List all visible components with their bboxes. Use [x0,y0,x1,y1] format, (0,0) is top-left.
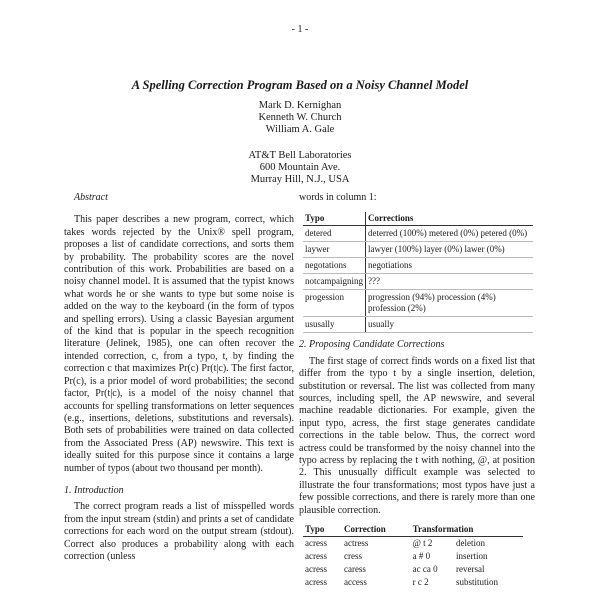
table-row [303,226,533,242]
transformation-cell: @ t 2 [412,538,433,549]
affiliation-line: Murray Hill, N.J., USA [250,174,350,185]
introduction-paragraph: The correct program reads a list of misspelled words from the input stream (stdin) and prints a set of candidate corrections for each word on the output stream (stdout). Correct also produces a probability along with each correction (unless [64,501,294,562]
transformation-cell: r c 2 [412,577,429,588]
corrections-cell: deterred (100%) metered (0%) petered (0%) [366,226,534,242]
correction-cell: caress [343,564,366,575]
table-header: Correction [342,523,411,537]
affiliation-line: AT&T Bell Laboratories [248,150,352,161]
abstract-paragraph: This paper describes a new program, correct, which takes words rejected by the Unix® spell program, proposes a list of candidate corrections, and sorts them by probability. The probability scores are the novel contribution of this work. Probabilities are based on a noisy channel model. It is assumed that the typist knows what words he or she wants to type but some noise is added on the way to the keyboard (in the form of typos and spelling errors). Using a classic Bayesian argument of the kind that is popular in the speech recognition literature (Jelinek, 1985), one can often recover the intended correction, c, from a typo, t, by finding the correction c that maximizes Pr(c) Pr(t|c). The first factor, Pr(c), is a prior model of word probabilities; the second factor, Pr(t|c), is a model of the noisy channel that accounts for spelling transformations on letter sequences (e.g., insertions, deletions, substitutions and reversals). Both sets of probabilities were trained on data collected from the Associated Press (AP) newswire. This text is ideally suited for this purpose since it contains a large number of typos (about two thousand per month). [64,214,294,474]
typo-cell: acress [305,551,327,562]
table-row [303,550,523,563]
typo-cell: detered [303,226,366,242]
abstract-heading: Abstract [74,192,108,203]
typo-cell: acress [305,538,327,549]
corrections-cell: ??? [366,274,534,290]
right-column [299,192,535,589]
affiliation [0,150,600,186]
typo-cell: progession [303,290,366,317]
correction-cell: cress [343,551,362,562]
typo-cell: acress [305,564,327,575]
table-header: Typo [303,212,366,226]
left-column [64,192,294,563]
table-row [303,274,533,290]
table-row [303,576,523,589]
author-name: William A. Gale [265,124,335,135]
transformation-type-cell: insertion [456,551,488,562]
corrections-cell: usually [366,317,534,333]
typo-cell: laywer [303,242,366,258]
corrections-cell: progression (94%) procession (4%) profession (2%) [366,290,534,317]
table-header: Transformation [411,523,523,537]
typo-cell: ususally [303,317,366,333]
transformation-table [303,523,523,589]
section-heading-introduction: 1. Introduction [64,484,124,496]
continuation-line: words in column 1: [299,192,377,203]
transformation-cell: a # 0 [412,551,431,562]
transformation-type-cell: substitution [456,577,499,588]
corrections-cell: negotiations [366,258,534,274]
transformation-type-cell: deletion [456,538,486,549]
typo-cell: notcampaigning [303,274,366,290]
table-row [303,258,533,274]
section-2-paragraph: The first stage of correct finds words on a fixed list that differ from the typo t by a single insertion, deletion, substitution or reversal. The list was collected from many sources, including spell, the AP newswire, and several machine readable dictionaries. For example, given the input typo, acress, the first stage generates candidate corrections in the table below. Thus, the correct word actress could be transformed by the noisy channel into the typo acress by replacing the t with nothing, @, at position 2. This unusually difficult example was selected to illustrate the four transformations; most typos have just a few possible corrections, and there is rarely more than one plausible correction. [299,355,535,516]
paper-title: A Spelling Correction Program Based on a Noisy Channel Model [131,78,469,92]
table-row [303,537,523,551]
transformation-type-cell: reversal [456,564,485,575]
affiliation-line: 600 Mountain Ave. [259,162,341,173]
table-row [303,317,533,333]
typo-cell: acress [305,577,327,588]
transformation-cell: ac ca 0 [412,564,438,575]
author-list [0,100,600,136]
table-header: Corrections [366,212,534,226]
typo-cell: negotations [303,258,366,274]
table-row [303,290,533,317]
page-number: - 1 - [291,24,309,35]
corrections-cell: lawyer (100%) layer (0%) lawer (0%) [366,242,534,258]
author-name: Mark D. Kernighan [258,100,342,111]
correction-cell: access [343,577,367,588]
table-row [303,242,533,258]
correction-cell: actress [343,538,369,549]
table-row [303,563,523,576]
author-name: Kenneth W. Church [258,112,342,123]
section-heading-candidate-corrections: 2. Proposing Candidate Corrections [299,339,445,351]
table-header: Typo [303,523,342,537]
typo-corrections-table [303,212,533,333]
